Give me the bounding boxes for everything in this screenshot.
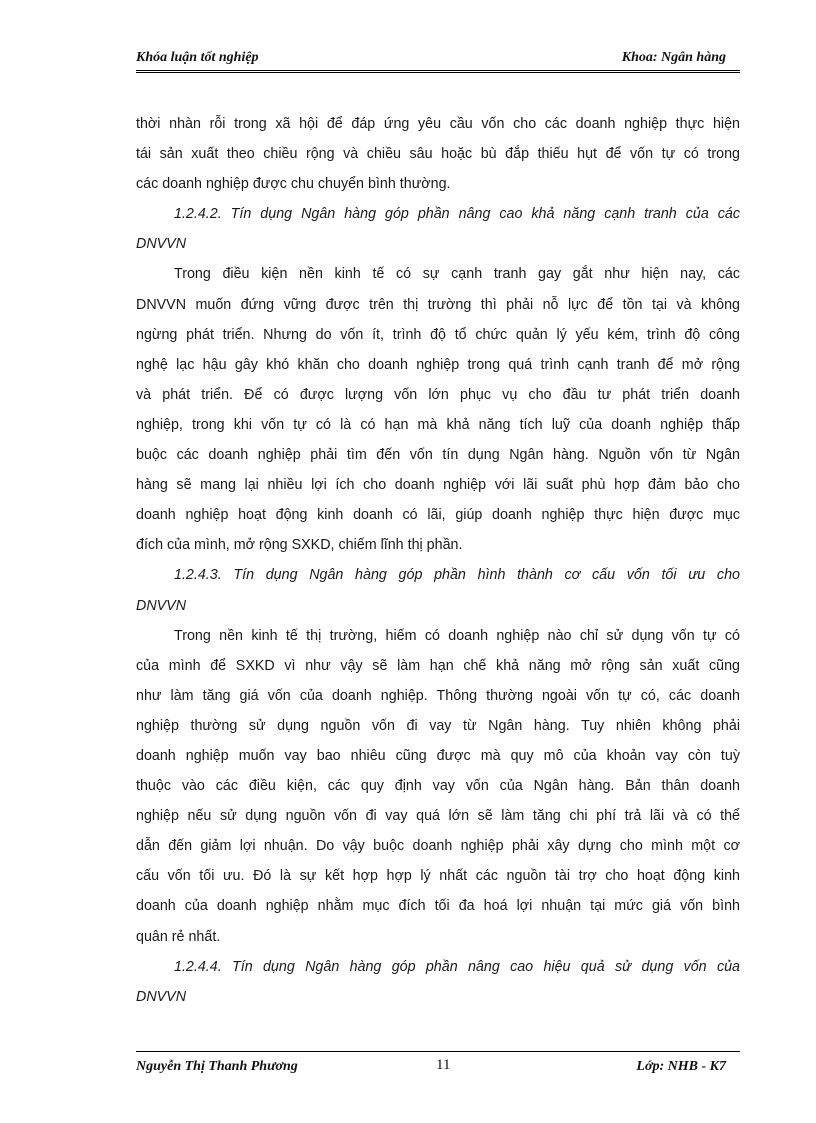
body-line: hàng sẽ mang lại nhiều lợi ích cho doanh nghiệp với lãi suất phù hợp đảm bảo cho	[136, 477, 740, 494]
section-heading-1-2-4-3: 1.2.4.3. Tín dụng Ngân hàng góp phần hình thành cơ cấu vốn tối ưu cho	[174, 567, 740, 584]
header-thesis-title: Khóa luận tốt nghiệp	[136, 50, 259, 65]
body-line: và phát triển. Để có được lượng vốn lớn phục vụ cho đầu tư phát triển doanh	[136, 386, 740, 403]
body-line: nghiệp nếu sử dụng nguồn vốn đi vay quá lớn sẽ làm tăng chi phí trả lãi và có thể	[136, 808, 740, 825]
section-heading-1-2-4-4: 1.2.4.4. Tín dụng Ngân hàng góp phần nâng cao hiệu quả sử dụng vốn của	[174, 958, 740, 975]
footer-class: Lớp: NHB - K7	[636, 1059, 726, 1074]
body-line: thuộc vào các điều kiện, các quy định vay vốn của Ngân hàng. Bản thân doanh	[136, 778, 740, 795]
section-heading-1-2-4-2: 1.2.4.2. Tín dụng Ngân hàng góp phần nâng cao khả năng cạnh tranh của các	[174, 206, 740, 223]
body-line: của mình để SXKD vì như vậy sẽ làm hạn chế khả năng mở rộng sản xuất cũng	[136, 657, 740, 674]
document-body	[136, 109, 740, 1012]
body-line: Trong điều kiện nền kinh tế có sự cạnh tranh gay gắt như hiện nay, các	[174, 266, 740, 283]
footer-page-number: 11	[436, 1057, 451, 1073]
body-line: như làm tăng giá vốn của doanh nghiệp. Thông thường ngoài vốn tự có, các doanh	[136, 687, 740, 704]
body-line: buộc các doanh nghiệp phải tìm đến vốn tín dụng Ngân hàng. Nguồn vốn từ Ngân	[136, 447, 740, 464]
section-heading-1-2-4-2-cont: DNVVN	[136, 236, 187, 253]
body-line: doanh nghiệp hoạt động kinh doanh có lãi, giúp doanh nghiệp thực hiện được mục	[136, 507, 740, 524]
body-line: doanh nghiệp muốn vay bao nhiêu cũng được mà quy mô của khoản vay còn tuỳ	[136, 747, 740, 764]
footer-author: Nguyễn Thị Thanh Phương	[136, 1059, 298, 1074]
section-heading-1-2-4-3-cont: DNVVN	[136, 597, 187, 614]
body-line: tái sản xuất theo chiều rộng và chiều sâu hoặc bù đắp thiếu hụt để vốn tự có trong	[136, 146, 740, 163]
body-line: Trong nền kinh tế thị trường, hiếm có doanh nghiệp nào chỉ sử dụng vốn tự có	[174, 627, 740, 644]
body-line: nghiệp thường sử dụng nguồn vốn đi vay từ Ngân hàng. Tuy nhiên không phải	[136, 717, 740, 734]
body-line: nghệ lạc hậu gây khó khăn cho doanh nghiệp trong quá trình cạnh tranh để mở rộng	[136, 356, 740, 373]
page-header	[136, 48, 740, 73]
body-line: thời nhàn rỗi trong xã hội để đáp ứng yêu cầu vốn cho các doanh nghiệp thực hiện	[136, 116, 740, 132]
page-footer	[136, 1051, 740, 1082]
section-heading-1-2-4-4-cont: DNVVN	[136, 988, 187, 1005]
body-line: quân rẻ nhất.	[136, 928, 221, 945]
header-faculty: Khoa: Ngân hàng	[621, 50, 726, 65]
body-line: đích của mình, mở rộng SXKD, chiếm lĩnh thị phần.	[136, 537, 463, 554]
body-line: DNVVN muốn đứng vững được trên thị trường thì phải nỗ lực để tồn tại và không	[136, 296, 740, 313]
body-line: dẫn đến giảm lợi nhuận. Do vậy buộc doanh nghiệp phải xây dựng cho mình một cơ	[136, 838, 740, 855]
body-line: các doanh nghiệp được chu chuyển bình thường.	[136, 176, 451, 193]
body-line: cấu vốn tối ưu. Đó là sự kết hợp hợp lý nhất các nguồn tài trợ cho hoạt động kinh	[136, 868, 740, 885]
body-line: ngừng phát triển. Nhưng do vốn ít, trình độ tổ chức quản lý yếu kém, trình độ công	[136, 326, 740, 343]
body-line: nghiệp, trong khi vốn tự có là có hạn mà khả năng tích luỹ của doanh nghiệp thấp	[136, 416, 740, 433]
body-line: doanh của doanh nghiệp nhằm mục đích tối đa hoá lợi nhuận tại mức giá vốn bình	[136, 898, 740, 915]
